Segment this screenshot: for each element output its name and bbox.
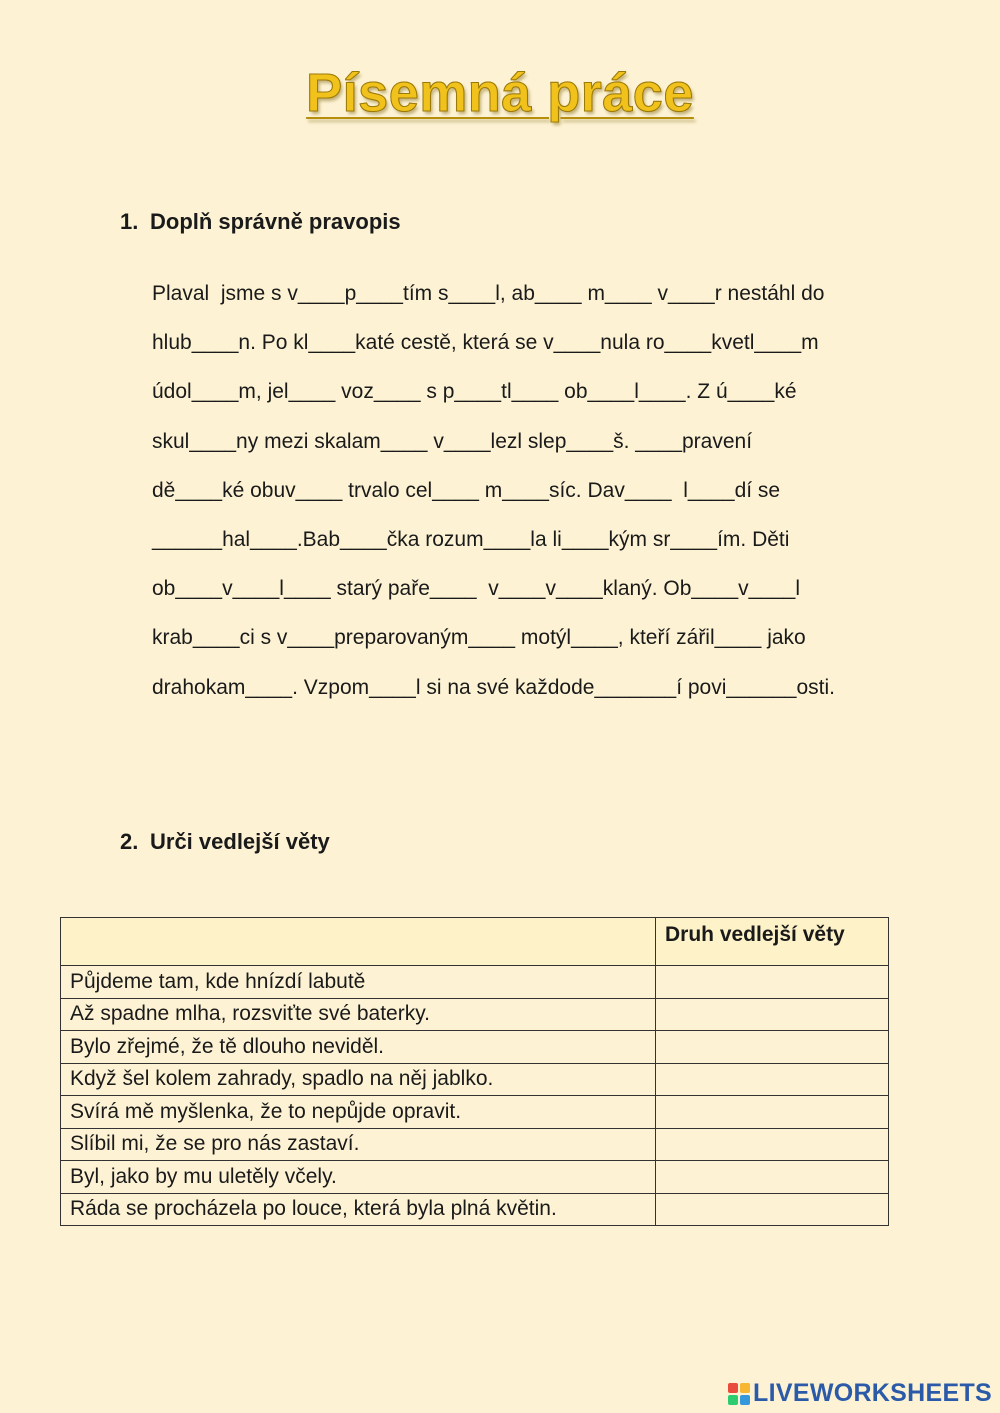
answer-cell[interactable] <box>656 1193 889 1226</box>
answer-cell[interactable] <box>656 1096 889 1129</box>
exercise-2-number: 2. <box>120 829 139 854</box>
exercise-1-number: 1. <box>120 209 139 234</box>
logo-square-yellow <box>740 1383 750 1393</box>
liveworksheets-logo[interactable] <box>728 1379 992 1408</box>
exercise-2-title: Urči vedlejší věty <box>150 829 330 854</box>
sentence-cell: Až spadne mlha, rozsviťte své baterky. <box>61 998 656 1031</box>
answer-cell[interactable] <box>656 1031 889 1064</box>
sentence-cell: Slíbil mi, že se pro nás zastaví. <box>61 1128 656 1161</box>
exercise-1-text <box>152 275 952 718</box>
header-cell-type: Druh vedlejší věty <box>656 918 889 966</box>
table-row <box>61 1063 889 1096</box>
table-row <box>61 1128 889 1161</box>
exercise-line: údol____m, jel____ voz____ s p____tl____ ob____l____. Z ú____ké <box>152 380 797 404</box>
page-title: Písemná práce <box>306 63 694 123</box>
exercise-line: drahokam____. Vzpom____l si na své každode_______í povi______osti. <box>152 675 835 699</box>
logo-square-blue <box>740 1395 750 1405</box>
brand-logo-icon <box>728 1383 750 1405</box>
sentence-cell: Když šel kolem zahrady, spadlo na něj jablko. <box>61 1063 656 1096</box>
sentence-cell: Bylo zřejmé, že tě dlouho neviděl. <box>61 1031 656 1064</box>
exercise-line: ______hal____.Bab____čka rozum____la li____kým sr____ím. Děti <box>152 527 790 551</box>
exercise-line: skul____ny mezi skalam____ v____lezl slep____š. ____pravení <box>152 429 753 453</box>
table-row <box>61 998 889 1031</box>
answer-cell[interactable] <box>656 1063 889 1096</box>
exercise-line: krab____ci s v____preparovaným____ motýl____, kteří zářil____ jako <box>152 626 806 650</box>
logo-square-red <box>728 1383 738 1393</box>
table-header-row <box>61 918 889 966</box>
sentence-cell: Ráda se procházela po louce, která byla plná květin. <box>61 1193 656 1226</box>
brand-text: LIVEWORKSHEETS <box>753 1379 992 1407</box>
table-row <box>61 1193 889 1226</box>
exercise-1-heading <box>120 209 401 235</box>
exercise-line: hlub____n. Po kl____katé cestě, která se v____nula ro____kvetl____m <box>152 331 819 355</box>
table-row <box>61 1161 889 1194</box>
answer-cell[interactable] <box>656 1128 889 1161</box>
sentences-table <box>60 917 889 1226</box>
answer-cell[interactable] <box>656 966 889 999</box>
table-row <box>61 1096 889 1129</box>
exercise-line: dě____ké obuv____ trvalo cel____ m____síc. Dav____ l____dí se <box>152 478 781 502</box>
logo-square-green <box>728 1395 738 1405</box>
sentence-cell: Půjdeme tam, kde hnízdí labutě <box>61 966 656 999</box>
table-row <box>61 1031 889 1064</box>
exercise-line: Plaval jsme s v____p____tím s____l, ab____ m____ v____r nestáhl do <box>152 282 825 305</box>
answer-cell[interactable] <box>656 998 889 1031</box>
sentence-cell: Byl, jako by mu uletěly včely. <box>61 1161 656 1194</box>
answer-cell[interactable] <box>656 1161 889 1194</box>
table-row <box>61 966 889 999</box>
sentence-cell: Svírá mě myšlenka, že to nepůjde opravit. <box>61 1096 656 1129</box>
exercise-line: ob____v____l____ starý paře____ v____v____klaný. Ob____v____l <box>152 577 801 601</box>
exercise-2-heading <box>120 829 330 855</box>
exercise-1-title: Doplň správně pravopis <box>150 209 401 234</box>
header-cell-empty <box>61 918 656 966</box>
